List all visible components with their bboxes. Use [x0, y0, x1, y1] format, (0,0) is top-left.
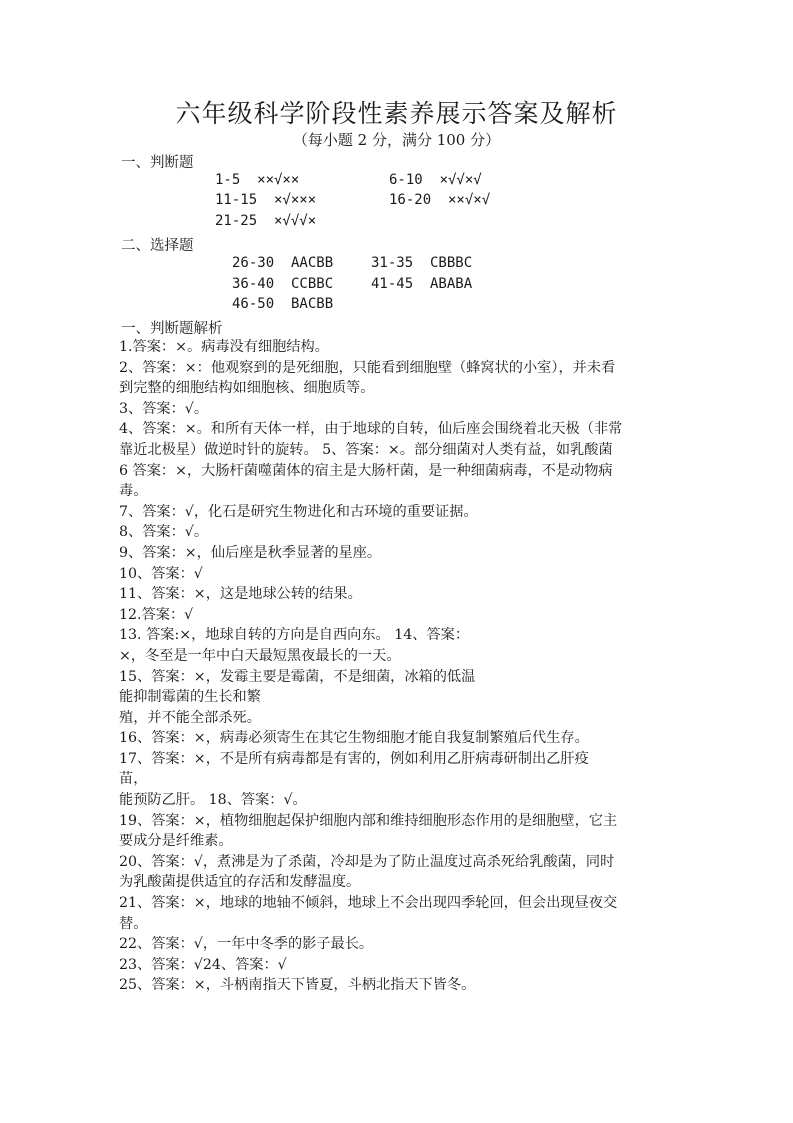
analysis-line: 1.答案：×。病毒没有细胞结构。	[119, 339, 329, 355]
analysis-line: 12.答案：√	[119, 606, 194, 623]
choice-answer-41-45: 41-45 ABABA	[371, 276, 473, 292]
choice-answer-46-50: 46-50 BACBB	[232, 296, 334, 312]
analysis-line: 19、答案：×，植物细胞起保护细胞内部和维持细胞形态作用的是细胞壁，它主	[119, 812, 618, 829]
judgement-answer-16-20: 16-20 ××√×√	[389, 192, 491, 208]
analysis-line: 10、答案：√	[119, 565, 203, 582]
analysis-line: 9、答案：×，仙后座是秋季显著的星座。	[119, 544, 382, 561]
judgement-answer-1-5: 1-5 ××√××	[215, 172, 300, 188]
choice-answer-36-40: 36-40 CCBBC	[232, 276, 334, 292]
analysis-line: 为乳酸菌提供适宜的存活和发酵温度。	[119, 874, 361, 891]
analysis-line: 毒。	[119, 483, 148, 500]
analysis-line: 6 答案：×，大肠杆菌噬菌体的宿主是大肠杆菌，是一种细菌病毒，不是动物病	[119, 462, 613, 479]
analysis-line: 25、答案：×，斗柄南指天下皆夏，斗柄北指天下皆冬。	[119, 977, 476, 994]
page-title: 六年级科学阶段性素养展示答案及解析	[175, 99, 618, 128]
judgement-answer-6-10: 6-10 ×√√×√	[389, 172, 482, 188]
analysis-line: 23、答案：√24、答案：√	[119, 956, 287, 973]
analysis-line: 3、答案：√。	[119, 400, 209, 417]
analysis-line: 22、答案：√，一年中冬季的影子最长。	[119, 936, 374, 953]
analysis-line: 13. 答案:×，地球自转的方向是自西向东。 14、答案：	[119, 627, 470, 644]
choice-answer-31-35: 31-35 CBBBC	[371, 255, 473, 271]
analysis-line: 要成分是纤维素。	[119, 833, 233, 850]
analysis-line: 17、答案：×，不是所有病毒都是有害的，例如利用乙肝病毒研制出乙肝疫	[119, 750, 589, 767]
analysis-line: 靠近北极星）做逆时针的旋转。 5、答案：×。部分细菌对人类有益，如乳酸菌	[119, 441, 613, 458]
analysis-line: ×，冬至是一年中白天最短黑夜最长的一天。	[119, 647, 401, 664]
judgement-answer-11-15: 11-15 ×√×××	[215, 192, 317, 208]
judgement-heading: 一、判断题	[121, 155, 194, 171]
choice-answer-26-30: 26-30 AACBB	[232, 255, 334, 271]
analysis-line: 苗，	[119, 771, 148, 788]
analysis-line: 4、答案：×。和所有天体一样，由于地球的自转，仙后座会围绕着北天极（非常	[119, 421, 623, 438]
analysis-line: 7、答案：√，化石是研究生物进化和古环境的重要证据。	[119, 503, 478, 520]
analysis-line: 11、答案：×，这是地球公转的结果。	[119, 586, 362, 603]
analysis-line: 16、答案：×，病毒必须寄生在其它生物细胞才能自我复制繁殖后代生存。	[119, 730, 589, 747]
judgement-answer-21-25: 21-25 ×√√√×	[215, 213, 317, 229]
analysis-line: 2、答案：×：他观察到的是死细胞，只能看到细胞壁（蜂窝状的小室），并未看	[119, 359, 616, 376]
analysis-heading: 一、判断题解析	[121, 321, 223, 337]
choice-heading: 二、选择题	[121, 238, 194, 254]
analysis-line: 替。	[119, 915, 148, 932]
analysis-line: 能抑制霉菌的生长和繁	[119, 689, 261, 706]
analysis-line: 到完整的细胞结构如细胞核、细胞质等。	[119, 380, 375, 397]
analysis-line: 21、答案：×，地球的地轴不倾斜，地球上不会出现四季轮回，但会出现昼夜交	[119, 895, 618, 912]
analysis-line: 8、答案：√。	[119, 524, 209, 541]
analysis-body	[119, 337, 679, 996]
analysis-line: 20、答案：√，煮沸是为了杀菌，冷却是为了防止温度过高杀死给乳酸菌，同时	[119, 853, 615, 870]
analysis-line: 15、答案：×，发霉主要是霉菌，不是细菌，冰箱的低温	[119, 668, 476, 685]
analysis-line: 殖，并不能全部杀死。	[119, 709, 261, 726]
page-subtitle: （每小题 2 分，满分 100 分）	[292, 131, 501, 149]
analysis-line: 能预防乙肝。 18、答案：√。	[119, 792, 307, 809]
